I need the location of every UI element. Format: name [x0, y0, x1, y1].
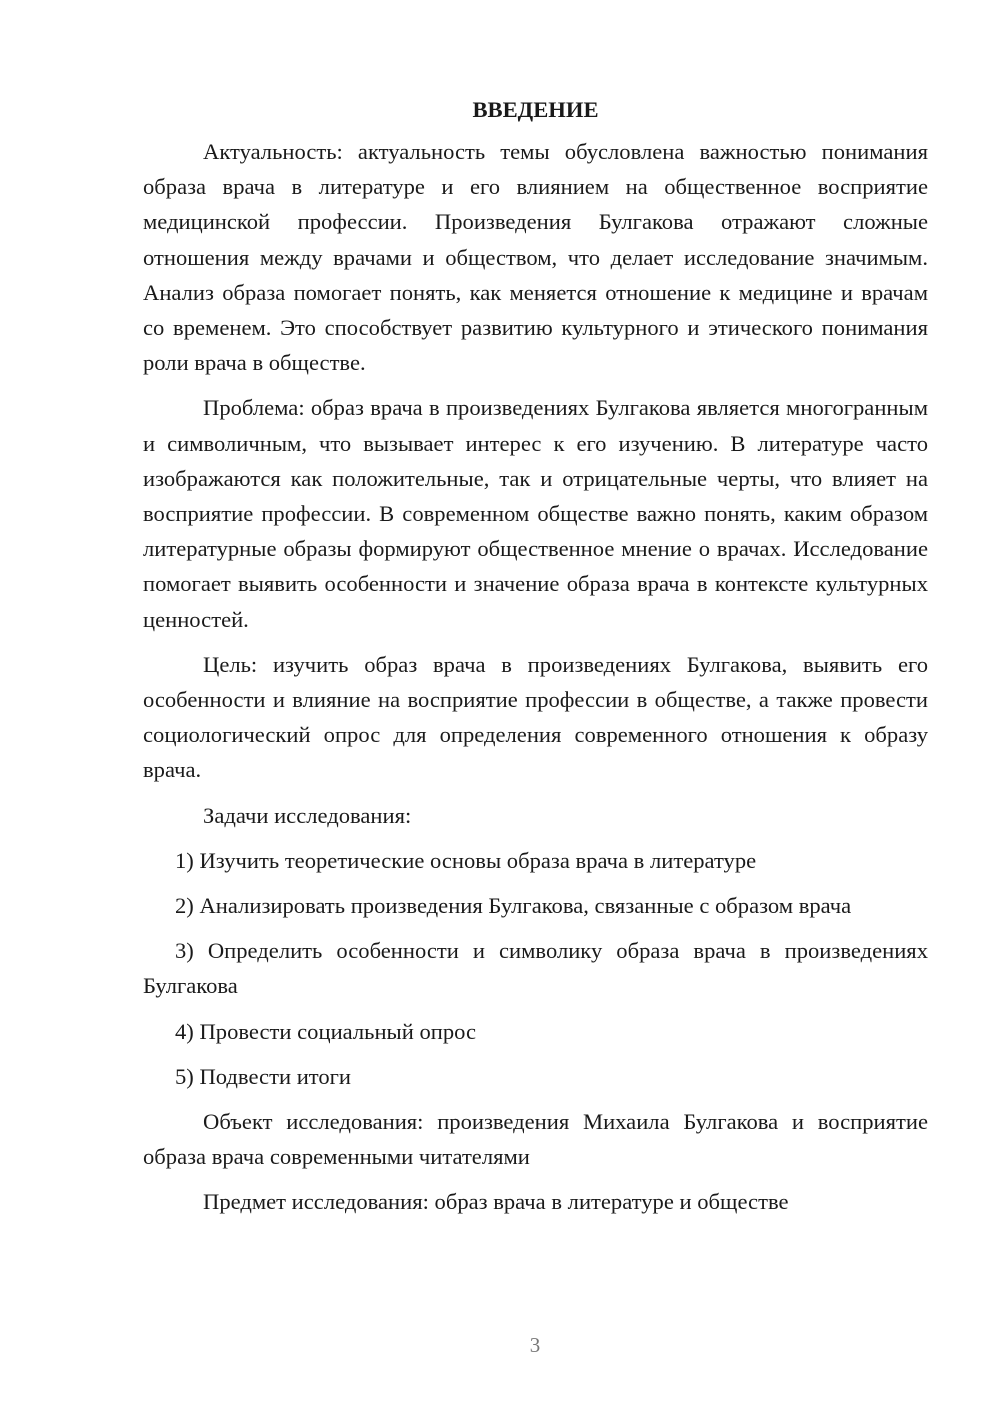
task-item-2: 2) Анализировать произведения Булгакова, связанные с образом врача: [175, 893, 852, 919]
page-number: 3: [529, 1333, 541, 1357]
section-title: ВВЕДЕНИЕ: [472, 97, 599, 122]
task-item-4: 4) Провести социальный опрос: [175, 1018, 477, 1044]
paragraph-relevance: Актуальность: актуальность темы обусловлена важностью понимания образа врача в литературе и его влиянием на общественное восприятие медицинской профессии. Произведения Булгакова отражают сложные отношения между врачами и обществом, что делает исследование значимым. Анализ образа помогает понять, как меняется отношение к медицине и врачам со временем. Это способствует развитию культурного и этического понимания роли врача в обществе.: [143, 139, 928, 376]
paragraph-goal: Цель: изучить образ врача в произведениях Булгакова, выявить его особенности и влияние на восприятие профессии в обществе, а также провести социологический опрос для определения современного отношения к образу врача.: [143, 651, 928, 783]
paragraph-problem: Проблема: образ врача в произведениях Булгакова является многогранным и символичным, что вызывает интерес к его изучению. В литературе часто изображаются как положительные, так и отрицательные черты, что влияет на восприятие профессии. В современном обществе важно понять, каким образом литературные образы формируют общественное мнение о врачах. Исследование помогает выявить особенности и значение образа врача в контексте культурных ценностей.: [143, 395, 928, 632]
task-item-5: 5) Подвести итоги: [175, 1063, 352, 1089]
paragraph-object: Объект исследования: произведения Михаила Булгакова и восприятие образа врача современными читателями: [143, 1109, 928, 1170]
page-content: [143, 92, 928, 1230]
task-item-3: 3) Определить особенности и символику образа врача в произведениях Булгакова: [143, 938, 928, 999]
tasks-heading: Задачи исследования:: [203, 802, 412, 828]
paragraph-subject: Предмет исследования: образ врача в литературе и обществе: [203, 1189, 789, 1215]
task-item-1: 1) Изучить теоретические основы образа врача в литературе: [175, 847, 757, 873]
